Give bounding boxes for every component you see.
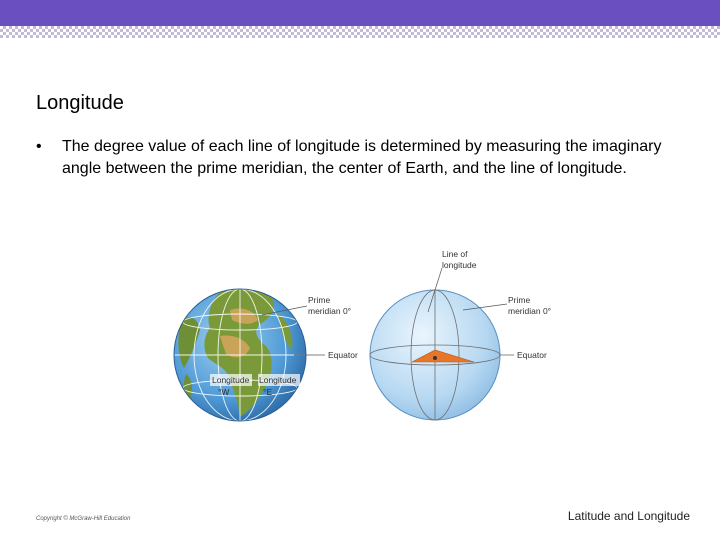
footer-section-title: Latitude and Longitude bbox=[567, 509, 690, 523]
longitude-figure bbox=[160, 240, 560, 470]
line-of-longitude-label-2: longitude bbox=[442, 260, 477, 270]
line-of-longitude-label: Line of bbox=[442, 249, 468, 259]
equator-label-left: Equator bbox=[328, 350, 358, 360]
header-bar bbox=[0, 0, 720, 26]
equator-label-right: Equator bbox=[517, 350, 547, 360]
longitude-east-unit: °E bbox=[263, 387, 273, 397]
prime-meridian-label-left: Prime bbox=[308, 295, 331, 305]
longitude-west-label: Longitude bbox=[212, 375, 250, 385]
prime-meridian-value-left: meridian 0° bbox=[308, 306, 352, 316]
prime-meridian-value-right: meridian 0° bbox=[508, 306, 552, 316]
bullet-dot: • bbox=[36, 138, 42, 155]
copyright-text: Copyright © McGraw-Hill Education bbox=[36, 516, 131, 522]
bullet-text: The degree value of each line of longitude is determined by measuring the imaginary angle between the prime meridian, the center of Earth, and the line of longitude. bbox=[62, 138, 662, 177]
prime-meridian-label-right: Prime bbox=[508, 295, 531, 305]
earth-globe bbox=[174, 289, 306, 421]
header-pattern-band bbox=[0, 26, 720, 38]
slide-title: Longitude bbox=[36, 92, 124, 114]
bullet-item bbox=[36, 136, 666, 180]
longitude-west-unit: °W bbox=[218, 387, 230, 397]
diagram-globe bbox=[370, 290, 500, 420]
longitude-east-label: Longitude bbox=[259, 375, 297, 385]
